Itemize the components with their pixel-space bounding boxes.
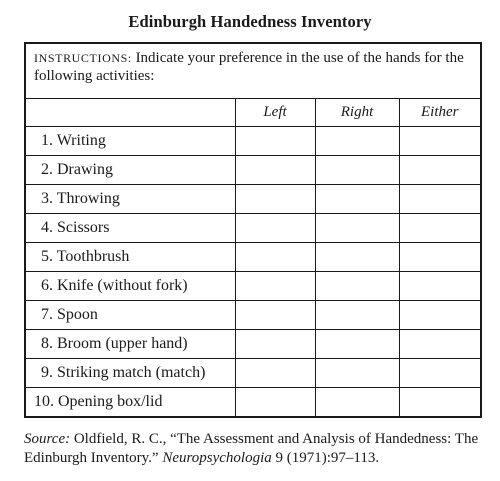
activity-label: 4. Scissors: [25, 214, 235, 243]
right-checkbox-cell[interactable]: [315, 272, 399, 301]
page-title: Edinburgh Handedness Inventory: [128, 12, 372, 31]
table-row: [25, 359, 481, 388]
either-checkbox-cell[interactable]: [399, 156, 481, 185]
activity-label: 8. Broom (upper hand): [25, 330, 235, 359]
either-checkbox-cell[interactable]: [399, 301, 481, 330]
left-checkbox-cell[interactable]: [235, 272, 315, 301]
left-checkbox-cell[interactable]: [235, 330, 315, 359]
left-checkbox-cell[interactable]: [235, 127, 315, 156]
activity-label: 1. Writing: [25, 127, 235, 156]
column-header-left: Left: [235, 99, 315, 127]
either-checkbox-cell[interactable]: [399, 127, 481, 156]
right-checkbox-cell[interactable]: [315, 243, 399, 272]
table-row: [25, 185, 481, 214]
column-header-right: Right: [315, 99, 399, 127]
activity-label: 5. Toothbrush: [25, 243, 235, 272]
activity-label: 7. Spoon: [25, 301, 235, 330]
table-row: [25, 243, 481, 272]
column-header-row: [25, 99, 481, 127]
left-checkbox-cell[interactable]: [235, 359, 315, 388]
column-header-activity: [25, 99, 235, 127]
source-citation: [24, 430, 484, 468]
left-checkbox-cell[interactable]: [235, 156, 315, 185]
activity-label: 3. Throwing: [25, 185, 235, 214]
table-row: [25, 330, 481, 359]
source-prefix: Source:: [24, 431, 71, 447]
table-row: [25, 127, 481, 156]
source-text-part1: Oldfield, R. C., “The Assessment and Analysis of Handedness: The Edinburgh Inventory.”: [24, 431, 479, 466]
either-checkbox-cell[interactable]: [399, 330, 481, 359]
right-checkbox-cell[interactable]: [315, 388, 399, 418]
left-checkbox-cell[interactable]: [235, 243, 315, 272]
either-checkbox-cell[interactable]: [399, 272, 481, 301]
activity-label: 9. Striking match (match): [25, 359, 235, 388]
handedness-table: [24, 42, 482, 418]
activity-label: 2. Drawing: [25, 156, 235, 185]
right-checkbox-cell[interactable]: [315, 156, 399, 185]
left-checkbox-cell[interactable]: [235, 388, 315, 418]
activity-label: 10. Opening box/lid: [25, 388, 235, 418]
table-row: [25, 388, 481, 418]
either-checkbox-cell[interactable]: [399, 214, 481, 243]
instructions-cell: [25, 43, 481, 99]
activity-label: 6. Knife (without fork): [25, 272, 235, 301]
source-text-part2: 9 (1971):97–113.: [271, 450, 380, 466]
left-checkbox-cell[interactable]: [235, 214, 315, 243]
right-checkbox-cell[interactable]: [315, 214, 399, 243]
right-checkbox-cell[interactable]: [315, 127, 399, 156]
right-checkbox-cell[interactable]: [315, 330, 399, 359]
table-row: [25, 156, 481, 185]
right-checkbox-cell[interactable]: [315, 301, 399, 330]
left-checkbox-cell[interactable]: [235, 185, 315, 214]
table-row: [25, 272, 481, 301]
table-row: [25, 301, 481, 330]
instructions-heading: INSTRUCTIONS:: [34, 51, 132, 65]
left-checkbox-cell[interactable]: [235, 301, 315, 330]
right-checkbox-cell[interactable]: [315, 185, 399, 214]
instructions-text: Indicate your preference in the use of the hands for the following activities:: [34, 50, 464, 84]
either-checkbox-cell[interactable]: [399, 388, 481, 418]
either-checkbox-cell[interactable]: [399, 243, 481, 272]
right-checkbox-cell[interactable]: [315, 359, 399, 388]
either-checkbox-cell[interactable]: [399, 185, 481, 214]
instructions-row: [25, 43, 481, 99]
source-journal: Neuropsychologia: [162, 450, 272, 466]
either-checkbox-cell[interactable]: [399, 359, 481, 388]
column-header-either: Either: [399, 99, 481, 127]
table-row: [25, 214, 481, 243]
